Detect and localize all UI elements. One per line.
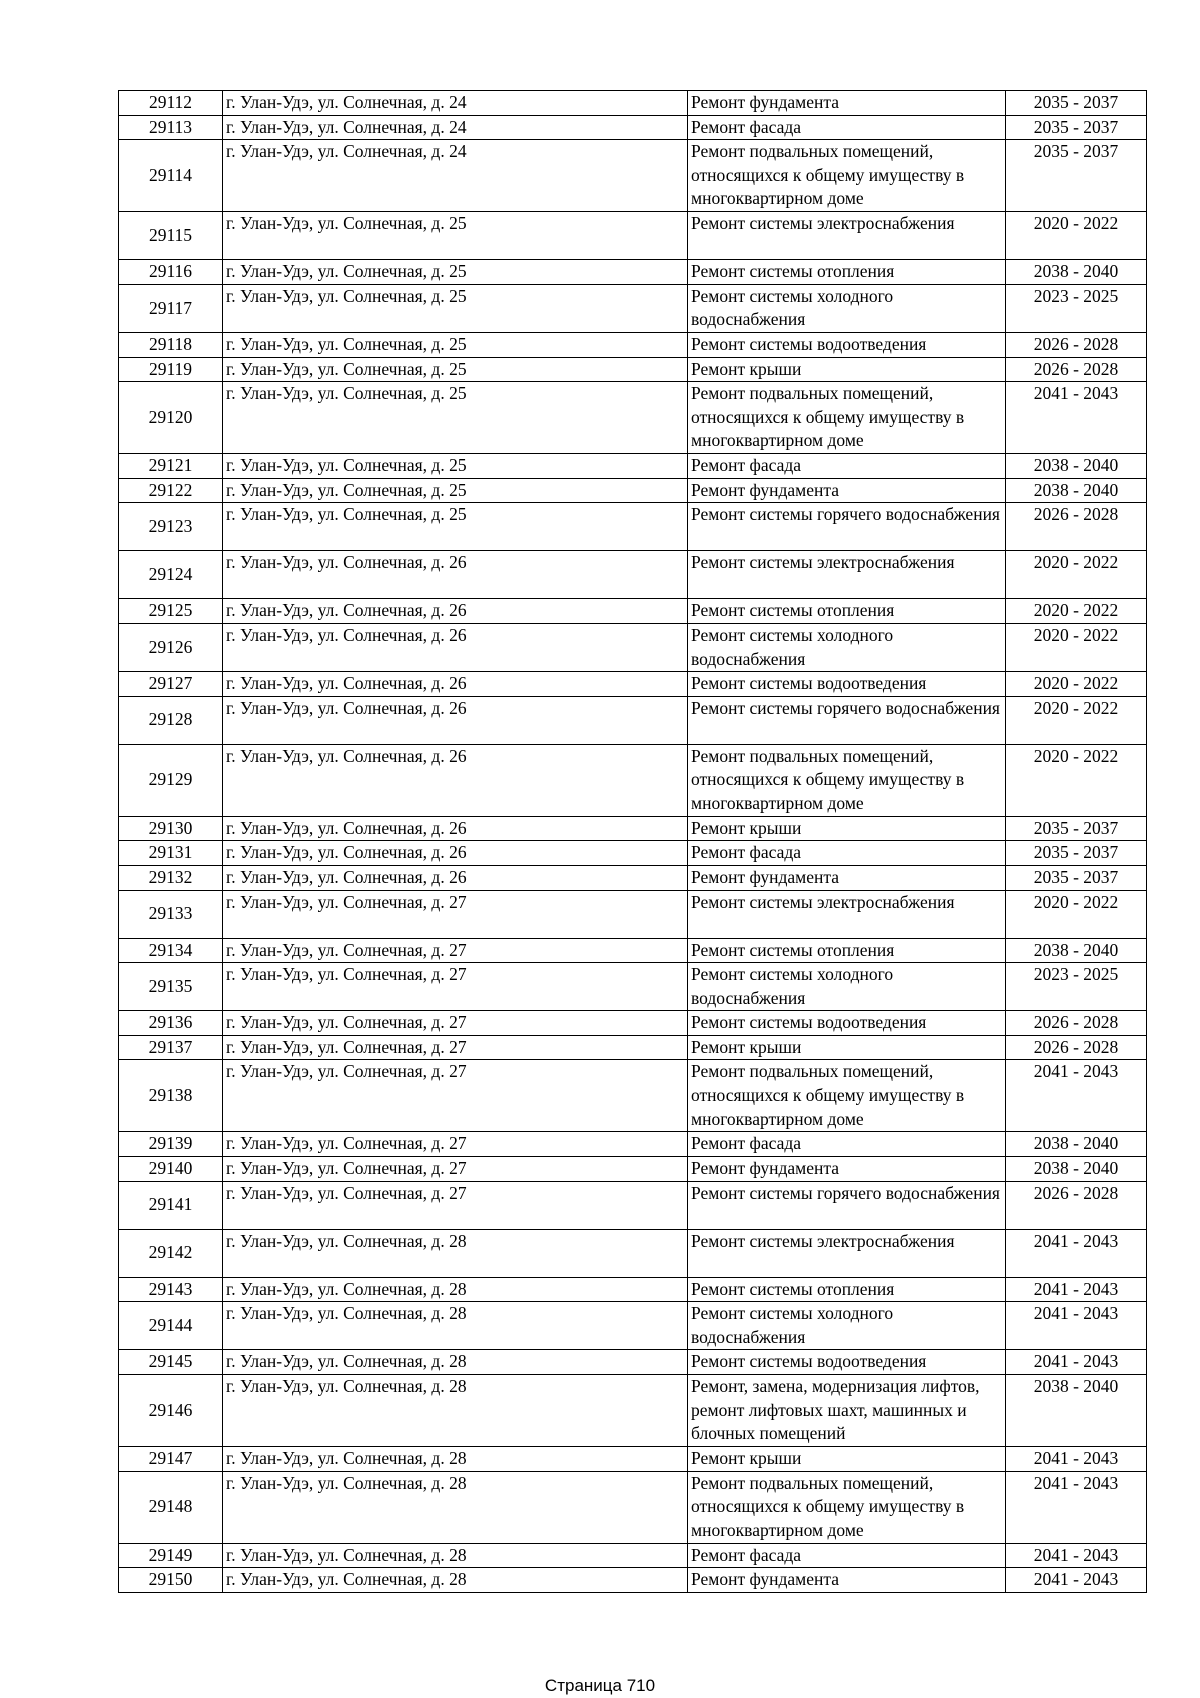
address-cell: г. Улан-Удэ, ул. Солнечная, д. 26 xyxy=(223,623,688,671)
years-cell: 2026 - 2028 xyxy=(1006,357,1147,382)
years-cell: 2041 - 2043 xyxy=(1006,382,1147,454)
row-number: 29121 xyxy=(119,454,223,479)
work-type-cell: Ремонт системы горячего водоснабжения xyxy=(688,503,1006,551)
address-cell: г. Улан-Удэ, ул. Солнечная, д. 24 xyxy=(223,115,688,140)
address-cell: г. Улан-Удэ, ул. Солнечная, д. 27 xyxy=(223,1060,688,1132)
years-cell: 2026 - 2028 xyxy=(1006,1035,1147,1060)
address-cell: г. Улан-Удэ, ул. Солнечная, д. 28 xyxy=(223,1375,688,1447)
work-type-cell: Ремонт, замена, модернизация лифтов, ремонт лифтовых шахт, машинных и блочных помещений xyxy=(688,1375,1006,1447)
work-type-cell: Ремонт системы отопления xyxy=(688,938,1006,963)
years-cell: 2035 - 2037 xyxy=(1006,816,1147,841)
work-type-cell: Ремонт системы электроснабжения xyxy=(688,212,1006,260)
row-number: 29144 xyxy=(119,1302,223,1350)
table-row xyxy=(119,744,1147,816)
table-row xyxy=(119,1350,1147,1375)
address-cell: г. Улан-Удэ, ул. Солнечная, д. 27 xyxy=(223,890,688,938)
years-cell: 2035 - 2037 xyxy=(1006,140,1147,212)
work-type-cell: Ремонт подвальных помещений, относящихся к общему имуществу в многоквартирном доме xyxy=(688,744,1006,816)
address-cell: г. Улан-Удэ, ул. Солнечная, д. 26 xyxy=(223,672,688,697)
work-type-cell: Ремонт системы водоотведения xyxy=(688,1350,1006,1375)
row-number: 29113 xyxy=(119,115,223,140)
row-number: 29124 xyxy=(119,551,223,599)
work-type-cell: Ремонт системы водоотведения xyxy=(688,332,1006,357)
work-type-cell: Ремонт подвальных помещений, относящихся к общему имуществу в многоквартирном доме xyxy=(688,382,1006,454)
work-type-cell: Ремонт системы электроснабжения xyxy=(688,551,1006,599)
work-type-cell: Ремонт крыши xyxy=(688,1447,1006,1472)
work-type-cell: Ремонт фундамента xyxy=(688,1568,1006,1593)
row-number: 29130 xyxy=(119,816,223,841)
table-row xyxy=(119,599,1147,624)
row-number: 29118 xyxy=(119,332,223,357)
address-cell: г. Улан-Удэ, ул. Солнечная, д. 26 xyxy=(223,744,688,816)
row-number: 29128 xyxy=(119,696,223,744)
table-row xyxy=(119,503,1147,551)
address-cell: г. Улан-Удэ, ул. Солнечная, д. 28 xyxy=(223,1568,688,1593)
address-cell: г. Улан-Удэ, ул. Солнечная, д. 27 xyxy=(223,963,688,1011)
address-cell: г. Улан-Удэ, ул. Солнечная, д. 26 xyxy=(223,551,688,599)
table-row xyxy=(119,938,1147,963)
table-row xyxy=(119,623,1147,671)
years-cell: 2041 - 2043 xyxy=(1006,1447,1147,1472)
address-cell: г. Улан-Удэ, ул. Солнечная, д. 25 xyxy=(223,357,688,382)
address-cell: г. Улан-Удэ, ул. Солнечная, д. 27 xyxy=(223,1132,688,1157)
years-cell: 2041 - 2043 xyxy=(1006,1568,1147,1593)
work-type-cell: Ремонт фасада xyxy=(688,1132,1006,1157)
address-cell: г. Улан-Удэ, ул. Солнечная, д. 25 xyxy=(223,382,688,454)
row-number: 29116 xyxy=(119,260,223,285)
row-number: 29141 xyxy=(119,1181,223,1229)
work-type-cell: Ремонт крыши xyxy=(688,357,1006,382)
table-row xyxy=(119,890,1147,938)
years-cell: 2020 - 2022 xyxy=(1006,212,1147,260)
table-row xyxy=(119,454,1147,479)
years-cell: 2041 - 2043 xyxy=(1006,1277,1147,1302)
table-row xyxy=(119,1132,1147,1157)
years-cell: 2026 - 2028 xyxy=(1006,332,1147,357)
years-cell: 2038 - 2040 xyxy=(1006,1157,1147,1182)
row-number: 29135 xyxy=(119,963,223,1011)
address-cell: г. Улан-Удэ, ул. Солнечная, д. 25 xyxy=(223,284,688,332)
years-cell: 2038 - 2040 xyxy=(1006,938,1147,963)
address-cell: г. Улан-Удэ, ул. Солнечная, д. 25 xyxy=(223,260,688,285)
years-cell: 2026 - 2028 xyxy=(1006,1181,1147,1229)
address-cell: г. Улан-Удэ, ул. Солнечная, д. 28 xyxy=(223,1543,688,1568)
table-row xyxy=(119,115,1147,140)
address-cell: г. Улан-Удэ, ул. Солнечная, д. 28 xyxy=(223,1277,688,1302)
row-number: 29119 xyxy=(119,357,223,382)
years-cell: 2041 - 2043 xyxy=(1006,1060,1147,1132)
address-cell: г. Улан-Удэ, ул. Солнечная, д. 26 xyxy=(223,865,688,890)
row-number: 29117 xyxy=(119,284,223,332)
table-row xyxy=(119,551,1147,599)
work-type-cell: Ремонт системы отопления xyxy=(688,260,1006,285)
table-row xyxy=(119,963,1147,1011)
row-number: 29150 xyxy=(119,1568,223,1593)
years-cell: 2026 - 2028 xyxy=(1006,503,1147,551)
address-cell: г. Улан-Удэ, ул. Солнечная, д. 25 xyxy=(223,332,688,357)
row-number: 29142 xyxy=(119,1229,223,1277)
years-cell: 2038 - 2040 xyxy=(1006,1132,1147,1157)
row-number: 29125 xyxy=(119,599,223,624)
row-number: 29138 xyxy=(119,1060,223,1132)
row-number: 29143 xyxy=(119,1277,223,1302)
address-cell: г. Улан-Удэ, ул. Солнечная, д. 27 xyxy=(223,1157,688,1182)
row-number: 29112 xyxy=(119,91,223,116)
work-type-cell: Ремонт фасада xyxy=(688,841,1006,866)
table-row xyxy=(119,1277,1147,1302)
table-row xyxy=(119,1011,1147,1036)
row-number: 29120 xyxy=(119,382,223,454)
work-type-cell: Ремонт системы холодного водоснабжения xyxy=(688,963,1006,1011)
work-type-cell: Ремонт системы водоотведения xyxy=(688,672,1006,697)
address-cell: г. Улан-Удэ, ул. Солнечная, д. 26 xyxy=(223,599,688,624)
work-type-cell: Ремонт подвальных помещений, относящихся к общему имуществу в многоквартирном доме xyxy=(688,140,1006,212)
work-type-cell: Ремонт системы холодного водоснабжения xyxy=(688,1302,1006,1350)
address-cell: г. Улан-Удэ, ул. Солнечная, д. 28 xyxy=(223,1229,688,1277)
years-cell: 2020 - 2022 xyxy=(1006,672,1147,697)
work-type-cell: Ремонт системы горячего водоснабжения xyxy=(688,696,1006,744)
row-number: 29133 xyxy=(119,890,223,938)
table-row xyxy=(119,1568,1147,1593)
table-row xyxy=(119,1035,1147,1060)
table-row xyxy=(119,672,1147,697)
address-cell: г. Улан-Удэ, ул. Солнечная, д. 28 xyxy=(223,1471,688,1543)
row-number: 29147 xyxy=(119,1447,223,1472)
work-type-cell: Ремонт фасада xyxy=(688,1543,1006,1568)
work-type-cell: Ремонт системы водоотведения xyxy=(688,1011,1006,1036)
address-cell: г. Улан-Удэ, ул. Солнечная, д. 26 xyxy=(223,816,688,841)
work-type-cell: Ремонт системы электроснабжения xyxy=(688,890,1006,938)
work-type-cell: Ремонт подвальных помещений, относящихся к общему имуществу в многоквартирном доме xyxy=(688,1060,1006,1132)
row-number: 29115 xyxy=(119,212,223,260)
address-cell: г. Улан-Удэ, ул. Солнечная, д. 27 xyxy=(223,1181,688,1229)
address-cell: г. Улан-Удэ, ул. Солнечная, д. 25 xyxy=(223,212,688,260)
work-type-cell: Ремонт системы отопления xyxy=(688,599,1006,624)
row-number: 29146 xyxy=(119,1375,223,1447)
table-row xyxy=(119,140,1147,212)
years-cell: 2041 - 2043 xyxy=(1006,1229,1147,1277)
work-type-cell: Ремонт системы горячего водоснабжения xyxy=(688,1181,1006,1229)
table-row xyxy=(119,1447,1147,1472)
work-type-cell: Ремонт системы отопления xyxy=(688,1277,1006,1302)
years-cell: 2041 - 2043 xyxy=(1006,1302,1147,1350)
row-number: 29134 xyxy=(119,938,223,963)
work-type-cell: Ремонт системы холодного водоснабжения xyxy=(688,284,1006,332)
work-type-cell: Ремонт крыши xyxy=(688,816,1006,841)
years-cell: 2035 - 2037 xyxy=(1006,865,1147,890)
table-row xyxy=(119,865,1147,890)
years-cell: 2023 - 2025 xyxy=(1006,284,1147,332)
row-number: 29127 xyxy=(119,672,223,697)
row-number: 29148 xyxy=(119,1471,223,1543)
table-row xyxy=(119,357,1147,382)
table-row xyxy=(119,1060,1147,1132)
table-row xyxy=(119,91,1147,116)
address-cell: г. Улан-Удэ, ул. Солнечная, д. 26 xyxy=(223,841,688,866)
work-type-cell: Ремонт фундамента xyxy=(688,1157,1006,1182)
years-cell: 2020 - 2022 xyxy=(1006,890,1147,938)
address-cell: г. Улан-Удэ, ул. Солнечная, д. 26 xyxy=(223,696,688,744)
address-cell: г. Улан-Удэ, ул. Солнечная, д. 24 xyxy=(223,91,688,116)
row-number: 29131 xyxy=(119,841,223,866)
work-type-cell: Ремонт крыши xyxy=(688,1035,1006,1060)
years-cell: 2020 - 2022 xyxy=(1006,623,1147,671)
work-type-cell: Ремонт фундамента xyxy=(688,478,1006,503)
repair-schedule-table xyxy=(118,90,1147,1593)
table-row xyxy=(119,382,1147,454)
years-cell: 2038 - 2040 xyxy=(1006,260,1147,285)
repair-schedule-body xyxy=(119,91,1147,1593)
years-cell: 2020 - 2022 xyxy=(1006,551,1147,599)
table-row xyxy=(119,1302,1147,1350)
years-cell: 2041 - 2043 xyxy=(1006,1543,1147,1568)
table-row xyxy=(119,1471,1147,1543)
address-cell: г. Улан-Удэ, ул. Солнечная, д. 28 xyxy=(223,1350,688,1375)
row-number: 29132 xyxy=(119,865,223,890)
address-cell: г. Улан-Удэ, ул. Солнечная, д. 25 xyxy=(223,503,688,551)
years-cell: 2038 - 2040 xyxy=(1006,478,1147,503)
work-type-cell: Ремонт фундамента xyxy=(688,91,1006,116)
page-number: Страница 710 xyxy=(544,1676,656,1695)
table-row xyxy=(119,1543,1147,1568)
table-row xyxy=(119,1229,1147,1277)
address-cell: г. Улан-Удэ, ул. Солнечная, д. 28 xyxy=(223,1302,688,1350)
years-cell: 2035 - 2037 xyxy=(1006,841,1147,866)
work-type-cell: Ремонт фасада xyxy=(688,454,1006,479)
table-row xyxy=(119,478,1147,503)
table-row xyxy=(119,212,1147,260)
years-cell: 2038 - 2040 xyxy=(1006,1375,1147,1447)
table-row xyxy=(119,1181,1147,1229)
table-row xyxy=(119,696,1147,744)
row-number: 29140 xyxy=(119,1157,223,1182)
years-cell: 2023 - 2025 xyxy=(1006,963,1147,1011)
address-cell: г. Улан-Удэ, ул. Солнечная, д. 24 xyxy=(223,140,688,212)
work-type-cell: Ремонт системы электроснабжения xyxy=(688,1229,1006,1277)
row-number: 29149 xyxy=(119,1543,223,1568)
address-cell: г. Улан-Удэ, ул. Солнечная, д. 27 xyxy=(223,1011,688,1036)
years-cell: 2041 - 2043 xyxy=(1006,1471,1147,1543)
row-number: 29139 xyxy=(119,1132,223,1157)
row-number: 29123 xyxy=(119,503,223,551)
years-cell: 2035 - 2037 xyxy=(1006,91,1147,116)
years-cell: 2020 - 2022 xyxy=(1006,599,1147,624)
address-cell: г. Улан-Удэ, ул. Солнечная, д. 27 xyxy=(223,938,688,963)
table-row xyxy=(119,284,1147,332)
address-cell: г. Улан-Удэ, ул. Солнечная, д. 25 xyxy=(223,454,688,479)
address-cell: г. Улан-Удэ, ул. Солнечная, д. 25 xyxy=(223,478,688,503)
address-cell: г. Улан-Удэ, ул. Солнечная, д. 28 xyxy=(223,1447,688,1472)
row-number: 29136 xyxy=(119,1011,223,1036)
work-type-cell: Ремонт фундамента xyxy=(688,865,1006,890)
work-type-cell: Ремонт подвальных помещений, относящихся к общему имуществу в многоквартирном доме xyxy=(688,1471,1006,1543)
years-cell: 2020 - 2022 xyxy=(1006,744,1147,816)
years-cell: 2026 - 2028 xyxy=(1006,1011,1147,1036)
row-number: 29137 xyxy=(119,1035,223,1060)
row-number: 29114 xyxy=(119,140,223,212)
table-row xyxy=(119,841,1147,866)
work-type-cell: Ремонт системы холодного водоснабжения xyxy=(688,623,1006,671)
row-number: 29129 xyxy=(119,744,223,816)
years-cell: 2035 - 2037 xyxy=(1006,115,1147,140)
years-cell: 2038 - 2040 xyxy=(1006,454,1147,479)
table-row xyxy=(119,816,1147,841)
address-cell: г. Улан-Удэ, ул. Солнечная, д. 27 xyxy=(223,1035,688,1060)
years-cell: 2020 - 2022 xyxy=(1006,696,1147,744)
table-row xyxy=(119,332,1147,357)
table-row xyxy=(119,1375,1147,1447)
table-row xyxy=(119,1157,1147,1182)
row-number: 29145 xyxy=(119,1350,223,1375)
table-row xyxy=(119,260,1147,285)
row-number: 29122 xyxy=(119,478,223,503)
work-type-cell: Ремонт фасада xyxy=(688,115,1006,140)
years-cell: 2041 - 2043 xyxy=(1006,1350,1147,1375)
row-number: 29126 xyxy=(119,623,223,671)
